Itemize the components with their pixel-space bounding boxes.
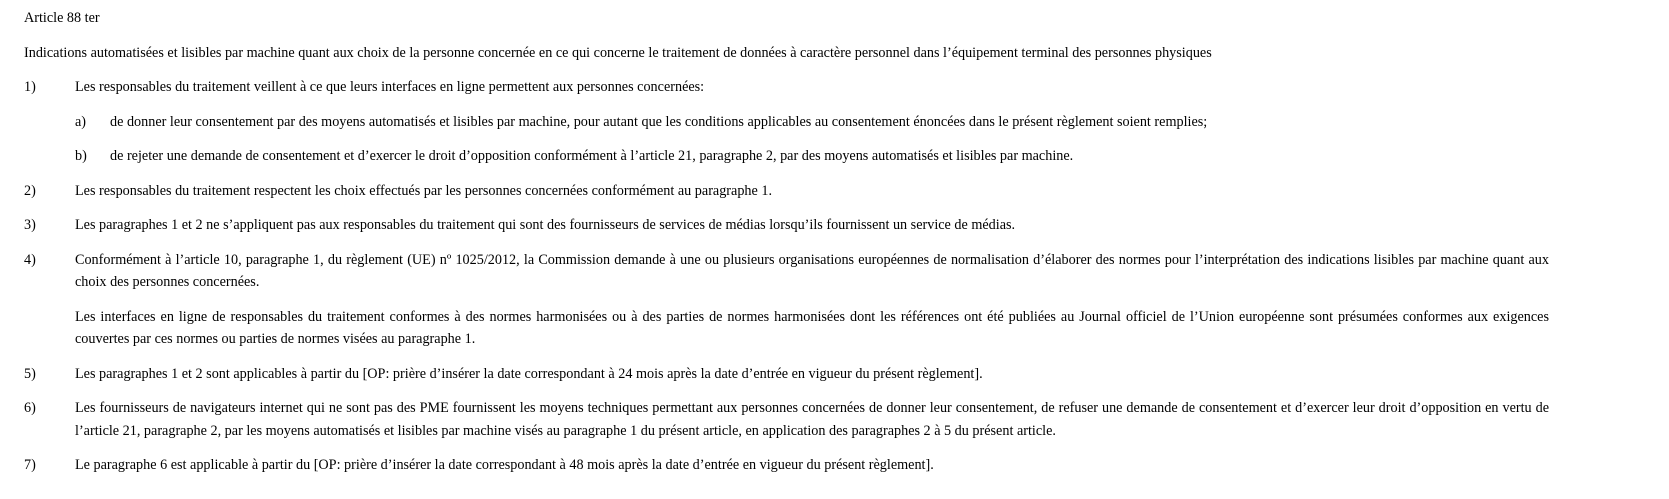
item-text: de donner leur consentement par des moyens automatisés et lisibles par machine, pour autant que les conditions applicables au consentement énoncées dans le présent règlement soient remplies;: [110, 113, 1208, 130]
item-number: [24, 306, 75, 351]
list-item: [24, 363, 1549, 386]
list-item: [24, 249, 1549, 294]
item-number: 7): [24, 457, 36, 473]
article-subtitle: Indications automatisées et lisibles par machine quant aux choix de la personne concernée en ce qui concerne le traitement de données à caractère personnel dans l’équipement terminal des personnes physiques: [24, 44, 1212, 61]
item-text: Le paragraphe 6 est applicable à partir du [OP: prière d’insérer la date correspondant à 48 mois après la date d’entrée en vigueur du présent règlement].: [75, 457, 934, 473]
list-item: [24, 397, 1549, 442]
item-number: 5): [24, 365, 36, 382]
item-number: b): [75, 148, 87, 164]
item-number: 2): [24, 182, 36, 199]
item-text: de rejeter une demande de consentement et d’exercer le droit d’opposition conformément à l’article 21, paragraphe 2, par des moyens automatisés et lisibles par machine.: [110, 148, 1074, 164]
item-text: Les fournisseurs de navigateurs internet qui ne sont pas des PME fournissent les moyens techniques permettant aux personnes concernées de donner leur consentement, de refuser une demande de consentement et d’exercer leur droit d’opposition en vertu de l’article 21, paragraphe 2, par les moyens automatisés et lisibles par machine visés au paragraphe 1 du présent article, en application des paragraphes 2 à 5 du présent article.: [75, 400, 1549, 439]
item-text: Les interfaces en ligne de responsables du traitement conformes à des normes harmonisées ou à des parties de normes harmonisées dont les références ont été publiées au Journal officiel de l’Union européenne sont présumées conformes aux exigences couvertes par ces normes ou parties de normes visées au paragraphe 1.: [75, 308, 1549, 347]
list-item: [75, 145, 1549, 168]
list-item: [24, 180, 1549, 203]
paragraph-list: [24, 76, 1549, 477]
item-number: 6): [24, 400, 36, 416]
article-title: Article 88 ter: [24, 10, 100, 26]
item-number: 1): [24, 79, 36, 95]
item-text: Conformément à l’article 10, paragraphe 1, du règlement (UE) nº 1025/2012, la Commission demande à une ou plusieurs organisations européennes de normalisation d’élaborer des normes pour l’interprétation des indications lisibles par machine quant aux choix des personnes concernées.: [75, 251, 1549, 290]
item-number: 3): [24, 217, 36, 233]
item-number: a): [75, 113, 87, 130]
list-item: [24, 306, 1549, 351]
list-item: [24, 214, 1549, 237]
item-text: Les responsables du traitement veillent à ce que leurs interfaces en ligne permettent aux personnes concernées:: [75, 79, 705, 95]
list-item: [75, 111, 1549, 134]
list-item: [24, 454, 1549, 477]
item-text: Les paragraphes 1 et 2 sont applicables à partir du [OP: prière d’insérer la date correspondant à 24 mois après la date d’entrée en vigueur du présent règlement].: [75, 365, 983, 382]
item-text: Les responsables du traitement respectent les choix effectués par les personnes concernées conformément au paragraphe 1.: [75, 182, 773, 199]
list-item: [24, 76, 1549, 99]
item-number: 4): [24, 251, 36, 268]
item-text: Les paragraphes 1 et 2 ne s’appliquent pas aux responsables du traitement qui sont des fournisseurs de services de médias lorsqu’ils fournissent un service de médias.: [75, 217, 1016, 233]
